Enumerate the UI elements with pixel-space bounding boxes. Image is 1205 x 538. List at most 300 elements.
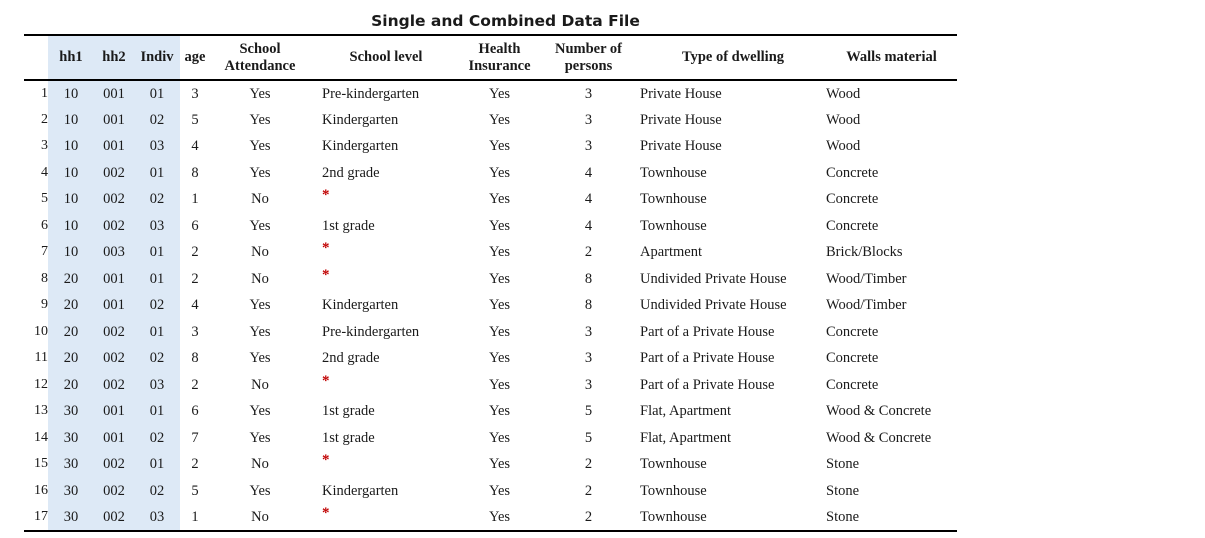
cell-health-insurance <box>462 451 537 478</box>
row-number-text: 15 <box>34 456 48 472</box>
cell-school-attendance <box>210 239 310 266</box>
cell-walls-material <box>826 186 957 213</box>
cell-age <box>180 504 210 531</box>
cell-age <box>180 160 210 187</box>
cell-type-of-dwelling <box>640 239 826 266</box>
cell-school-attendance <box>210 372 310 399</box>
cell-hh2 <box>94 319 134 346</box>
cell-age-text: 1 <box>191 191 199 208</box>
header-school-attendance-line2: Attendance <box>224 57 296 74</box>
cell-age-text: 8 <box>191 164 199 181</box>
cell-health-insurance <box>462 160 537 187</box>
table-row <box>24 80 957 107</box>
cell-school-attendance <box>210 345 310 372</box>
cell-walls-material <box>826 107 957 134</box>
cell-hh2-text: 001 <box>103 429 125 446</box>
cell-hh1 <box>48 478 94 505</box>
cell-type-of-dwelling <box>640 292 826 319</box>
header-age: age <box>184 49 206 65</box>
cell-health-insurance <box>462 319 537 346</box>
table-row <box>24 398 957 425</box>
cell-age-text: 4 <box>191 138 199 155</box>
table-row <box>24 345 957 372</box>
cell-hh1-text: 10 <box>63 217 79 234</box>
cell-health-insurance <box>462 372 537 399</box>
cell-health-insurance <box>462 133 537 160</box>
cell-number-of-persons-text: 4 <box>584 217 593 234</box>
cell-health-insurance <box>462 186 537 213</box>
cell-age-text: 5 <box>191 111 199 128</box>
cell-age-text: 4 <box>191 297 199 314</box>
cell-indiv <box>134 213 180 240</box>
cell-walls-material-text: Wood <box>826 138 861 155</box>
row-number <box>24 213 48 240</box>
cell-type-of-dwelling <box>640 160 826 187</box>
cell-school-attendance <box>210 186 310 213</box>
cell-walls-material <box>826 160 957 187</box>
cell-indiv-text: 02 <box>149 350 165 367</box>
cell-number-of-persons-text: 2 <box>584 508 593 525</box>
cell-number-of-persons-text: 8 <box>584 270 593 287</box>
cell-number-of-persons <box>537 425 640 452</box>
cell-hh1-text: 30 <box>63 403 79 420</box>
row-number <box>24 398 48 425</box>
cell-health-insurance <box>462 239 537 266</box>
cell-indiv-text: 01 <box>149 456 165 473</box>
cell-age <box>180 213 210 240</box>
cell-school-attendance-text: No <box>251 508 269 525</box>
cell-school-level-text: Kindergarten <box>322 111 399 128</box>
cell-hh2 <box>94 504 134 531</box>
cell-school-level <box>310 133 462 160</box>
cell-walls-material <box>826 292 957 319</box>
cell-walls-material-text: Concrete <box>826 191 879 208</box>
cell-health-insurance-text: Yes <box>488 323 511 340</box>
cell-hh1-text: 30 <box>63 508 79 525</box>
cell-school-attendance <box>210 451 310 478</box>
cell-health-insurance-text: Yes <box>488 138 511 155</box>
cell-school-level <box>310 319 462 346</box>
header-number-of-persons-line2: persons <box>564 57 613 74</box>
cell-school-level <box>310 160 462 187</box>
cell-school-level-text: Pre-kindergarten <box>322 85 420 102</box>
cell-indiv-text: 03 <box>149 138 165 155</box>
cell-indiv-text: 03 <box>149 508 165 525</box>
cell-number-of-persons-text: 2 <box>584 244 593 261</box>
cell-indiv-text: 03 <box>149 217 165 234</box>
cell-hh1 <box>48 292 94 319</box>
cell-indiv-text: 02 <box>149 111 165 128</box>
cell-indiv <box>134 478 180 505</box>
cell-health-insurance-text: Yes <box>488 403 511 420</box>
cell-age-text: 6 <box>191 403 199 420</box>
cell-school-level <box>310 372 462 399</box>
cell-type-of-dwelling <box>640 266 826 293</box>
row-number-text: 17 <box>34 508 48 524</box>
cell-hh1-text: 20 <box>63 376 79 393</box>
cell-hh2-text: 001 <box>103 85 125 102</box>
cell-hh1 <box>48 398 94 425</box>
header-health-insurance-line2: Insurance <box>468 57 531 74</box>
cell-number-of-persons <box>537 80 640 107</box>
cell-age <box>180 186 210 213</box>
cell-walls-material <box>826 398 957 425</box>
cell-walls-material-text: Wood/Timber <box>826 270 907 287</box>
cell-hh2-text: 001 <box>103 111 125 128</box>
cell-school-level <box>310 266 462 293</box>
cell-walls-material-text: Wood <box>826 85 861 102</box>
row-number-text: 14 <box>34 429 48 445</box>
table-row <box>24 239 957 266</box>
row-number-text: 11 <box>34 350 48 366</box>
table-row <box>24 107 957 134</box>
table-row <box>24 504 957 531</box>
cell-school-attendance-text: No <box>251 376 269 393</box>
cell-age <box>180 292 210 319</box>
cell-hh2-text: 002 <box>103 217 125 234</box>
cell-age <box>180 133 210 160</box>
row-number-text: 16 <box>34 482 48 498</box>
row-number <box>24 80 48 107</box>
cell-hh2-text: 001 <box>103 138 125 155</box>
cell-indiv-text: 02 <box>149 191 165 208</box>
cell-hh1 <box>48 80 94 107</box>
header-walls-material: Walls material <box>846 49 937 65</box>
cell-number-of-persons-text: 2 <box>584 456 593 473</box>
row-number <box>24 266 48 293</box>
cell-health-insurance-text: Yes <box>488 191 511 208</box>
cell-indiv <box>134 186 180 213</box>
missing-value-marker: * <box>322 452 330 469</box>
cell-type-of-dwelling-text: Part of a Private House <box>640 323 775 340</box>
cell-number-of-persons-text: 3 <box>584 323 593 340</box>
cell-type-of-dwelling <box>640 107 826 134</box>
cell-walls-material <box>826 504 957 531</box>
cell-type-of-dwelling-text: Private House <box>640 111 722 128</box>
cell-walls-material-text: Stone <box>826 508 860 525</box>
cell-health-insurance <box>462 504 537 531</box>
cell-health-insurance <box>462 345 537 372</box>
row-number-text: 2 <box>41 111 48 127</box>
cell-hh2 <box>94 345 134 372</box>
cell-health-insurance <box>462 478 537 505</box>
cell-hh1-text: 10 <box>63 191 79 208</box>
cell-hh2-text: 002 <box>103 191 125 208</box>
cell-number-of-persons <box>537 345 640 372</box>
cell-school-level <box>310 504 462 531</box>
table-row <box>24 292 957 319</box>
cell-school-level <box>310 292 462 319</box>
row-number-text: 4 <box>41 164 48 180</box>
cell-hh2-text: 002 <box>103 164 125 181</box>
missing-value-marker: * <box>322 372 330 389</box>
cell-age <box>180 345 210 372</box>
cell-hh2-text: 002 <box>103 323 125 340</box>
cell-hh2-text: 002 <box>103 508 125 525</box>
cell-health-insurance <box>462 213 537 240</box>
cell-health-insurance <box>462 107 537 134</box>
cell-school-level <box>310 451 462 478</box>
row-number <box>24 107 48 134</box>
cell-health-insurance <box>462 292 537 319</box>
cell-number-of-persons <box>537 213 640 240</box>
cell-number-of-persons-text: 3 <box>584 138 593 155</box>
cell-hh2-text: 001 <box>103 403 125 420</box>
cell-hh1 <box>48 425 94 452</box>
table-row <box>24 213 957 240</box>
cell-number-of-persons-text: 8 <box>584 297 593 314</box>
cell-hh2 <box>94 398 134 425</box>
cell-hh1-text: 10 <box>63 138 79 155</box>
cell-type-of-dwelling <box>640 133 826 160</box>
cell-number-of-persons <box>537 319 640 346</box>
cell-school-attendance-text: No <box>251 244 269 261</box>
cell-school-attendance-text: Yes <box>249 111 271 128</box>
cell-hh2-text: 003 <box>103 244 125 261</box>
cell-health-insurance-text: Yes <box>488 270 511 287</box>
cell-school-attendance-text: Yes <box>249 217 271 234</box>
cell-school-attendance <box>210 478 310 505</box>
cell-age <box>180 319 210 346</box>
cell-hh2 <box>94 133 134 160</box>
cell-walls-material <box>826 425 957 452</box>
header-row <box>24 35 957 80</box>
cell-school-attendance-text: No <box>251 456 269 473</box>
cell-age-text: 2 <box>191 376 199 393</box>
cell-number-of-persons-text: 4 <box>584 164 593 181</box>
cell-school-attendance <box>210 319 310 346</box>
cell-age <box>180 372 210 399</box>
cell-hh1 <box>48 107 94 134</box>
cell-number-of-persons <box>537 478 640 505</box>
table-row <box>24 160 957 187</box>
row-number <box>24 425 48 452</box>
cell-hh2 <box>94 160 134 187</box>
table-row <box>24 372 957 399</box>
table-row <box>24 133 957 160</box>
cell-type-of-dwelling-text: Townhouse <box>640 456 707 473</box>
cell-hh1 <box>48 133 94 160</box>
cell-indiv-text: 01 <box>149 85 165 102</box>
cell-school-attendance-text: Yes <box>249 85 271 102</box>
cell-indiv <box>134 345 180 372</box>
cell-type-of-dwelling-text: Townhouse <box>640 217 707 234</box>
cell-number-of-persons <box>537 398 640 425</box>
cell-walls-material-text: Concrete <box>826 217 879 234</box>
row-number <box>24 504 48 531</box>
cell-type-of-dwelling <box>640 319 826 346</box>
cell-indiv-text: 01 <box>149 270 165 287</box>
cell-school-level <box>310 425 462 452</box>
cell-number-of-persons-text: 3 <box>584 376 593 393</box>
cell-indiv-text: 02 <box>149 482 165 499</box>
cell-walls-material-text: Brick/Blocks <box>826 244 903 261</box>
missing-value-marker: * <box>322 187 330 204</box>
cell-hh1-text: 30 <box>63 482 79 499</box>
cell-type-of-dwelling-text: Private House <box>640 138 722 155</box>
cell-type-of-dwelling-text: Undivided Private House <box>640 270 787 287</box>
header-health-insurance <box>462 35 537 80</box>
cell-school-level-text: 1st grade <box>322 429 375 446</box>
cell-age <box>180 266 210 293</box>
table-row <box>24 319 957 346</box>
cell-hh2-text: 002 <box>103 350 125 367</box>
cell-number-of-persons <box>537 504 640 531</box>
cell-walls-material-text: Wood & Concrete <box>826 429 932 446</box>
cell-type-of-dwelling-text: Townhouse <box>640 191 707 208</box>
cell-type-of-dwelling <box>640 425 826 452</box>
cell-indiv <box>134 319 180 346</box>
cell-type-of-dwelling <box>640 372 826 399</box>
cell-hh1 <box>48 504 94 531</box>
cell-school-level-text: 2nd grade <box>322 164 380 181</box>
cell-school-attendance-text: Yes <box>249 403 271 420</box>
row-number-header <box>24 35 48 80</box>
cell-hh2 <box>94 425 134 452</box>
cell-hh2 <box>94 451 134 478</box>
cell-number-of-persons-text: 3 <box>584 350 593 367</box>
cell-school-level <box>310 478 462 505</box>
cell-walls-material <box>826 372 957 399</box>
cell-walls-material <box>826 478 957 505</box>
cell-type-of-dwelling <box>640 398 826 425</box>
cell-number-of-persons <box>537 107 640 134</box>
cell-indiv-text: 02 <box>149 429 165 446</box>
cell-health-insurance-text: Yes <box>488 297 511 314</box>
cell-hh1-text: 20 <box>63 270 79 287</box>
cell-school-level <box>310 345 462 372</box>
cell-school-level <box>310 80 462 107</box>
cell-health-insurance-text: Yes <box>488 482 511 499</box>
cell-hh2 <box>94 266 134 293</box>
cell-health-insurance-text: Yes <box>488 164 511 181</box>
row-number <box>24 160 48 187</box>
cell-walls-material-text: Concrete <box>826 323 879 340</box>
cell-age <box>180 239 210 266</box>
cell-age <box>180 398 210 425</box>
table-row <box>24 478 957 505</box>
cell-walls-material <box>826 319 957 346</box>
cell-walls-material-text: Wood & Concrete <box>826 403 932 420</box>
header-number-of-persons <box>537 35 640 80</box>
cell-age <box>180 80 210 107</box>
cell-hh2 <box>94 372 134 399</box>
row-number <box>24 372 48 399</box>
table-row <box>24 425 957 452</box>
cell-hh2 <box>94 478 134 505</box>
cell-hh1-text: 30 <box>63 429 79 446</box>
header-school-attendance-line1: School <box>239 40 281 57</box>
cell-indiv <box>134 239 180 266</box>
table-body <box>24 80 957 531</box>
cell-school-level-text: Pre-kindergarten <box>322 323 420 340</box>
cell-school-level-text: 2nd grade <box>322 350 380 367</box>
row-number-text: 8 <box>41 270 48 286</box>
cell-health-insurance-text: Yes <box>488 456 511 473</box>
cell-type-of-dwelling-text: Apartment <box>640 244 703 261</box>
row-number <box>24 451 48 478</box>
row-number <box>24 292 48 319</box>
cell-school-attendance-text: No <box>251 270 269 287</box>
cell-type-of-dwelling <box>640 504 826 531</box>
cell-age <box>180 107 210 134</box>
cell-walls-material <box>826 345 957 372</box>
table-row <box>24 186 957 213</box>
cell-type-of-dwelling <box>640 345 826 372</box>
row-number-text: 13 <box>34 403 48 419</box>
cell-walls-material-text: Stone <box>826 456 860 473</box>
cell-age-text: 8 <box>191 350 199 367</box>
header-hh1: hh1 <box>48 35 94 80</box>
cell-walls-material-text: Wood <box>826 111 861 128</box>
cell-type-of-dwelling <box>640 451 826 478</box>
cell-indiv-text: 01 <box>149 244 165 261</box>
cell-school-level <box>310 239 462 266</box>
cell-health-insurance <box>462 425 537 452</box>
cell-hh1 <box>48 372 94 399</box>
cell-school-level-text: Kindergarten <box>322 297 399 314</box>
cell-age-text: 3 <box>191 323 199 340</box>
cell-indiv <box>134 160 180 187</box>
cell-school-level <box>310 186 462 213</box>
cell-hh2-text: 001 <box>103 297 125 314</box>
row-number <box>24 239 48 266</box>
cell-indiv <box>134 80 180 107</box>
cell-age-text: 2 <box>191 456 199 473</box>
cell-school-attendance-text: Yes <box>249 350 271 367</box>
cell-health-insurance-text: Yes <box>488 85 511 102</box>
cell-hh1-text: 20 <box>63 323 79 340</box>
cell-hh1 <box>48 266 94 293</box>
cell-hh2-text: 001 <box>103 270 125 287</box>
cell-number-of-persons <box>537 266 640 293</box>
cell-school-attendance <box>210 398 310 425</box>
cell-hh1-text: 10 <box>63 244 79 261</box>
cell-age-text: 6 <box>191 217 199 234</box>
cell-hh2 <box>94 239 134 266</box>
cell-age <box>180 451 210 478</box>
cell-school-attendance-text: No <box>251 191 269 208</box>
cell-age-text: 2 <box>191 270 199 287</box>
cell-type-of-dwelling-text: Townhouse <box>640 482 707 499</box>
cell-health-insurance-text: Yes <box>488 111 511 128</box>
cell-hh1 <box>48 451 94 478</box>
cell-walls-material-text: Wood/Timber <box>826 297 907 314</box>
cell-number-of-persons <box>537 186 640 213</box>
cell-number-of-persons <box>537 372 640 399</box>
cell-hh2 <box>94 213 134 240</box>
cell-type-of-dwelling <box>640 478 826 505</box>
cell-hh2-text: 002 <box>103 376 125 393</box>
cell-walls-material <box>826 451 957 478</box>
header-type-of-dwelling: Type of dwelling <box>681 49 785 65</box>
cell-type-of-dwelling <box>640 186 826 213</box>
cell-health-insurance-text: Yes <box>488 376 511 393</box>
cell-hh2 <box>94 107 134 134</box>
cell-age-text: 5 <box>191 482 199 499</box>
cell-walls-material <box>826 266 957 293</box>
cell-age <box>180 478 210 505</box>
cell-school-attendance <box>210 504 310 531</box>
cell-age-text: 1 <box>191 508 199 525</box>
row-number <box>24 186 48 213</box>
cell-hh1 <box>48 345 94 372</box>
cell-type-of-dwelling-text: Part of a Private House <box>640 376 775 393</box>
row-number-text: 10 <box>34 323 48 339</box>
cell-type-of-dwelling-text: Flat, Apartment <box>640 429 732 446</box>
cell-school-attendance-text: Yes <box>249 297 271 314</box>
cell-age-text: 2 <box>191 244 199 261</box>
